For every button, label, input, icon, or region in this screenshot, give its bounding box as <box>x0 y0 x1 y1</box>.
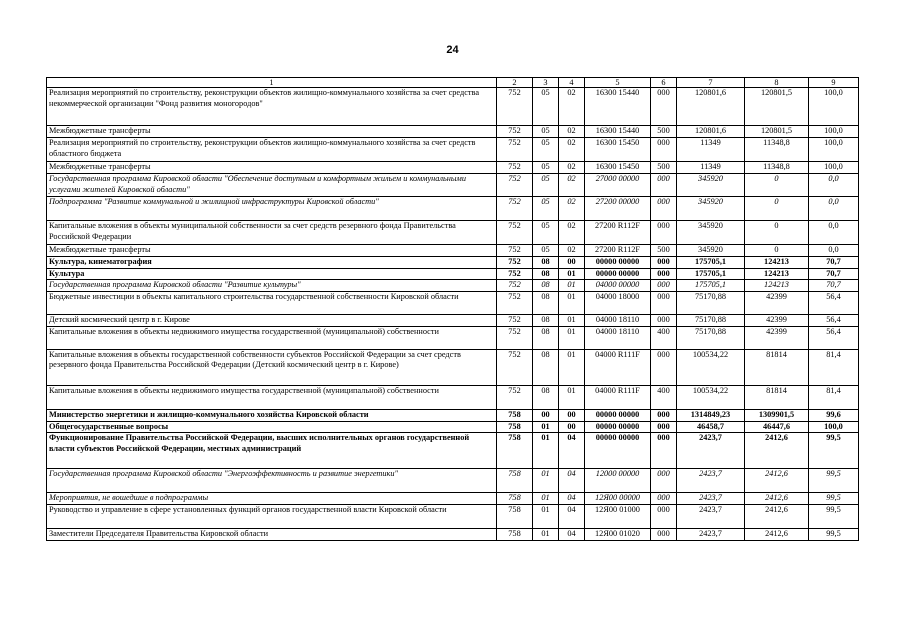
executed-amount: 2412,6 <box>745 528 809 540</box>
row-name: Руководство и управление в сфере установленных функций органов государственной власти Кировской области <box>47 504 497 528</box>
planned-amount: 75170,88 <box>677 326 745 349</box>
target-article-code: 04000 R111F <box>585 385 651 409</box>
table-row <box>47 138 859 162</box>
table-row <box>47 221 859 245</box>
execution-percent: 70,7 <box>809 257 859 269</box>
execution-percent: 70,7 <box>809 268 859 280</box>
target-article-code: 16300 15450 <box>585 138 651 162</box>
table-row <box>47 409 859 421</box>
execution-percent: 99,5 <box>809 528 859 540</box>
expense-type-code: 500 <box>651 126 677 138</box>
executed-amount: 124213 <box>745 280 809 292</box>
section-code: 05 <box>533 197 559 221</box>
section-code: 05 <box>533 138 559 162</box>
target-article-code: 00000 00000 <box>585 257 651 269</box>
planned-amount: 345920 <box>677 245 745 257</box>
section-code: 08 <box>533 349 559 385</box>
expense-type-code: 000 <box>651 349 677 385</box>
row-name: Государственная программа Кировской области "Энергоэффективность и развитие энергетики" <box>47 469 497 493</box>
section-code: 00 <box>533 409 559 421</box>
subsection-code: 01 <box>559 291 585 314</box>
subsection-code: 00 <box>559 421 585 433</box>
subsection-code: 02 <box>559 174 585 197</box>
subsection-code: 01 <box>559 268 585 280</box>
planned-amount: 46458,7 <box>677 421 745 433</box>
planned-amount: 175705,1 <box>677 280 745 292</box>
ministry-code: 758 <box>497 409 533 421</box>
row-name: Межбюджетные трансферты <box>47 126 497 138</box>
budget-table <box>46 77 859 541</box>
ministry-code: 752 <box>497 126 533 138</box>
execution-percent: 56,4 <box>809 291 859 314</box>
expense-type-code: 000 <box>651 174 677 197</box>
ministry-code: 752 <box>497 88 533 126</box>
executed-amount: 46447,6 <box>745 421 809 433</box>
ministry-code: 752 <box>497 221 533 245</box>
planned-amount: 100534,22 <box>677 349 745 385</box>
section-code: 01 <box>533 469 559 493</box>
target-article-code: 27000 00000 <box>585 174 651 197</box>
table-row <box>47 528 859 540</box>
execution-percent: 100,0 <box>809 126 859 138</box>
expense-type-code: 400 <box>651 385 677 409</box>
ministry-code: 752 <box>497 291 533 314</box>
planned-amount: 2423,7 <box>677 528 745 540</box>
executed-amount: 0 <box>745 245 809 257</box>
row-name: Капитальные вложения в объекты недвижимого имущества государственной (муниципальной) собственности <box>47 385 497 409</box>
target-article-code: 12Я00 01000 <box>585 504 651 528</box>
expense-type-code: 000 <box>651 493 677 505</box>
executed-amount: 0 <box>745 197 809 221</box>
row-name: Подпрограмма "Развитие коммунальной и жилищной инфраструктуры Кировской области" <box>47 197 497 221</box>
row-name: Культура, кинематография <box>47 257 497 269</box>
execution-percent: 99,5 <box>809 433 859 469</box>
subsection-code: 01 <box>559 314 585 326</box>
section-code: 05 <box>533 88 559 126</box>
planned-amount: 2423,7 <box>677 493 745 505</box>
target-article-code: 16300 15450 <box>585 162 651 174</box>
executed-amount: 124213 <box>745 268 809 280</box>
executed-amount: 42399 <box>745 314 809 326</box>
ministry-code: 752 <box>497 349 533 385</box>
execution-percent: 100,0 <box>809 162 859 174</box>
expense-type-code: 000 <box>651 268 677 280</box>
executed-amount: 0 <box>745 221 809 245</box>
executed-amount: 81814 <box>745 349 809 385</box>
executed-amount: 2412,6 <box>745 469 809 493</box>
table-row <box>47 162 859 174</box>
executed-amount: 2412,6 <box>745 504 809 528</box>
ministry-code: 752 <box>497 197 533 221</box>
subsection-code: 01 <box>559 326 585 349</box>
row-name: Межбюджетные трансферты <box>47 162 497 174</box>
subsection-code: 00 <box>559 257 585 269</box>
execution-percent: 0,0 <box>809 245 859 257</box>
expense-type-code: 000 <box>651 280 677 292</box>
subsection-code: 02 <box>559 245 585 257</box>
execution-percent: 70,7 <box>809 280 859 292</box>
page-number: 24 <box>446 44 459 56</box>
expense-type-code: 000 <box>651 421 677 433</box>
executed-amount: 42399 <box>745 326 809 349</box>
ministry-code: 758 <box>497 493 533 505</box>
expense-type-code: 000 <box>651 221 677 245</box>
table-row <box>47 126 859 138</box>
table-row <box>47 197 859 221</box>
section-code: 08 <box>533 291 559 314</box>
subsection-code: 01 <box>559 349 585 385</box>
subsection-code: 04 <box>559 493 585 505</box>
ministry-code: 752 <box>497 162 533 174</box>
section-code: 01 <box>533 493 559 505</box>
execution-percent: 81,4 <box>809 349 859 385</box>
row-name: Капитальные вложения в объекты муниципальной собственности за счет средств резервного фонда Правительства Российской Федерации <box>47 221 497 245</box>
section-code: 08 <box>533 385 559 409</box>
planned-amount: 1314849,23 <box>677 409 745 421</box>
table-row <box>47 88 859 126</box>
section-code: 01 <box>533 421 559 433</box>
subsection-code: 02 <box>559 162 585 174</box>
planned-amount: 75170,88 <box>677 291 745 314</box>
section-code: 05 <box>533 162 559 174</box>
ministry-code: 752 <box>497 257 533 269</box>
execution-percent: 56,4 <box>809 314 859 326</box>
row-name: Государственная программа Кировской области "Обеспечение доступным и комфортным жильем и коммунальными услугами жителей Кировской области" <box>47 174 497 197</box>
ministry-code: 752 <box>497 138 533 162</box>
section-code: 05 <box>533 126 559 138</box>
expense-type-code: 000 <box>651 409 677 421</box>
section-code: 05 <box>533 174 559 197</box>
subsection-code: 04 <box>559 504 585 528</box>
subsection-code: 04 <box>559 433 585 469</box>
section-code: 01 <box>533 433 559 469</box>
expense-type-code: 000 <box>651 504 677 528</box>
execution-percent: 99,5 <box>809 504 859 528</box>
table-row <box>47 504 859 528</box>
table-row <box>47 174 859 197</box>
execution-percent: 81,4 <box>809 385 859 409</box>
subsection-code: 02 <box>559 126 585 138</box>
target-article-code: 27200 R112F <box>585 245 651 257</box>
row-name: Бюджетные инвестиции в объекты капитального строительства государственной собственности Кировской области <box>47 291 497 314</box>
table-row <box>47 245 859 257</box>
ministry-code: 752 <box>497 268 533 280</box>
expense-type-code: 000 <box>651 291 677 314</box>
column-header: 8 <box>745 78 809 88</box>
planned-amount: 2423,7 <box>677 469 745 493</box>
target-article-code: 04000 R111F <box>585 349 651 385</box>
row-name: Общегосударственные вопросы <box>47 421 497 433</box>
expense-type-code: 000 <box>651 469 677 493</box>
planned-amount: 345920 <box>677 174 745 197</box>
executed-amount: 2412,6 <box>745 493 809 505</box>
execution-percent: 56,4 <box>809 326 859 349</box>
execution-percent: 0,0 <box>809 221 859 245</box>
executed-amount: 0 <box>745 174 809 197</box>
planned-amount: 2423,7 <box>677 433 745 469</box>
ministry-code: 752 <box>497 174 533 197</box>
expense-type-code: 000 <box>651 314 677 326</box>
column-header: 6 <box>651 78 677 88</box>
column-header: 5 <box>585 78 651 88</box>
table-row <box>47 291 859 314</box>
executed-amount: 120801,5 <box>745 126 809 138</box>
subsection-code: 04 <box>559 528 585 540</box>
subsection-code: 02 <box>559 88 585 126</box>
section-code: 08 <box>533 280 559 292</box>
table-row <box>47 257 859 269</box>
column-header: 9 <box>809 78 859 88</box>
subsection-code: 02 <box>559 138 585 162</box>
ministry-code: 758 <box>497 504 533 528</box>
column-header: 7 <box>677 78 745 88</box>
expense-type-code: 000 <box>651 88 677 126</box>
table-row <box>47 280 859 292</box>
expense-type-code: 500 <box>651 162 677 174</box>
section-code: 05 <box>533 245 559 257</box>
row-name: Капитальные вложения в объекты недвижимого имущества государственной (муниципальной) собственности <box>47 326 497 349</box>
target-article-code: 04000 18110 <box>585 326 651 349</box>
section-code: 08 <box>533 268 559 280</box>
row-name: Мероприятия, не вошедшие в подпрограммы <box>47 493 497 505</box>
column-number-row <box>47 78 859 88</box>
executed-amount: 42399 <box>745 291 809 314</box>
section-code: 08 <box>533 257 559 269</box>
target-article-code: 04000 00000 <box>585 280 651 292</box>
planned-amount: 345920 <box>677 197 745 221</box>
execution-percent: 0,0 <box>809 197 859 221</box>
subsection-code: 02 <box>559 197 585 221</box>
row-name: Межбюджетные трансферты <box>47 245 497 257</box>
row-name: Культура <box>47 268 497 280</box>
planned-amount: 11349 <box>677 138 745 162</box>
subsection-code: 00 <box>559 409 585 421</box>
executed-amount: 11348,8 <box>745 162 809 174</box>
planned-amount: 100534,22 <box>677 385 745 409</box>
target-article-code: 27200 00000 <box>585 197 651 221</box>
target-article-code: 00000 00000 <box>585 421 651 433</box>
row-name: Детский космический центр в г. Кирове <box>47 314 497 326</box>
section-code: 01 <box>533 504 559 528</box>
ministry-code: 752 <box>497 280 533 292</box>
planned-amount: 120801,6 <box>677 88 745 126</box>
row-name: Министерство энергетики и жилищно-коммунального хозяйства Кировской области <box>47 409 497 421</box>
row-name: Реализация мероприятий по строительству, реконструкции объектов жилищно-коммунального хозяйства за счет средства некоммерческой организации "Фонд развития моногородов" <box>47 88 497 126</box>
ministry-code: 752 <box>497 326 533 349</box>
section-code: 08 <box>533 314 559 326</box>
target-article-code: 04000 18000 <box>585 291 651 314</box>
expense-type-code: 000 <box>651 257 677 269</box>
planned-amount: 11349 <box>677 162 745 174</box>
planned-amount: 2423,7 <box>677 504 745 528</box>
expense-type-code: 500 <box>651 245 677 257</box>
target-article-code: 04000 18110 <box>585 314 651 326</box>
column-header: 4 <box>559 78 585 88</box>
planned-amount: 345920 <box>677 221 745 245</box>
table-row <box>47 385 859 409</box>
execution-percent: 99,5 <box>809 493 859 505</box>
section-code: 05 <box>533 221 559 245</box>
section-code: 01 <box>533 528 559 540</box>
executed-amount: 1309901,5 <box>745 409 809 421</box>
target-article-code: 00000 00000 <box>585 409 651 421</box>
ministry-code: 758 <box>497 433 533 469</box>
row-name: Капитальные вложения в объекты государственной собственности субъектов Российской Федерации за счет средств резервного фонда Правительства Российской Федерации (Детский космический центр в г. Кирове) <box>47 349 497 385</box>
table-row <box>47 433 859 469</box>
executed-amount: 2412,6 <box>745 433 809 469</box>
expense-type-code: 000 <box>651 528 677 540</box>
table-row <box>47 314 859 326</box>
target-article-code: 00000 00000 <box>585 268 651 280</box>
section-code: 08 <box>533 326 559 349</box>
table-row <box>47 326 859 349</box>
subsection-code: 04 <box>559 469 585 493</box>
execution-percent: 99,6 <box>809 409 859 421</box>
planned-amount: 75170,88 <box>677 314 745 326</box>
ministry-code: 752 <box>497 385 533 409</box>
ministry-code: 752 <box>497 245 533 257</box>
subsection-code: 01 <box>559 385 585 409</box>
column-header: 3 <box>533 78 559 88</box>
execution-percent: 100,0 <box>809 88 859 126</box>
table-row <box>47 349 859 385</box>
target-article-code: 12Я00 01020 <box>585 528 651 540</box>
planned-amount: 175705,1 <box>677 268 745 280</box>
table-row <box>47 493 859 505</box>
ministry-code: 758 <box>497 528 533 540</box>
execution-percent: 100,0 <box>809 421 859 433</box>
column-header: 1 <box>47 78 497 88</box>
ministry-code: 752 <box>497 314 533 326</box>
row-name: Функционирование Правительства Российской Федерации, высших исполнительных органов государственной власти субъектов Российской Федерации, местных администраций <box>47 433 497 469</box>
row-name: Заместители Председателя Правительства Кировской области <box>47 528 497 540</box>
ministry-code: 758 <box>497 469 533 493</box>
row-name: Реализация мероприятий по строительству, реконструкции объектов жилищно-коммунального хозяйства за счет средств областного бюджета <box>47 138 497 162</box>
executed-amount: 81814 <box>745 385 809 409</box>
subsection-code: 02 <box>559 221 585 245</box>
executed-amount: 120801,5 <box>745 88 809 126</box>
target-article-code: 27200 R112F <box>585 221 651 245</box>
expense-type-code: 000 <box>651 138 677 162</box>
target-article-code: 16300 15440 <box>585 88 651 126</box>
row-name: Государственная программа Кировской области "Развитие культуры" <box>47 280 497 292</box>
expense-type-code: 400 <box>651 326 677 349</box>
execution-percent: 100,0 <box>809 138 859 162</box>
execution-percent: 0,0 <box>809 174 859 197</box>
executed-amount: 124213 <box>745 257 809 269</box>
column-header: 2 <box>497 78 533 88</box>
table-row <box>47 268 859 280</box>
subsection-code: 01 <box>559 280 585 292</box>
target-article-code: 12000 00000 <box>585 469 651 493</box>
expense-type-code: 000 <box>651 433 677 469</box>
target-article-code: 00000 00000 <box>585 433 651 469</box>
planned-amount: 120801,6 <box>677 126 745 138</box>
target-article-code: 16300 15440 <box>585 126 651 138</box>
planned-amount: 175705,1 <box>677 257 745 269</box>
target-article-code: 12Я00 00000 <box>585 493 651 505</box>
ministry-code: 758 <box>497 421 533 433</box>
table-row <box>47 421 859 433</box>
expense-type-code: 000 <box>651 197 677 221</box>
executed-amount: 11348,8 <box>745 138 809 162</box>
table-row <box>47 469 859 493</box>
execution-percent: 99,5 <box>809 469 859 493</box>
